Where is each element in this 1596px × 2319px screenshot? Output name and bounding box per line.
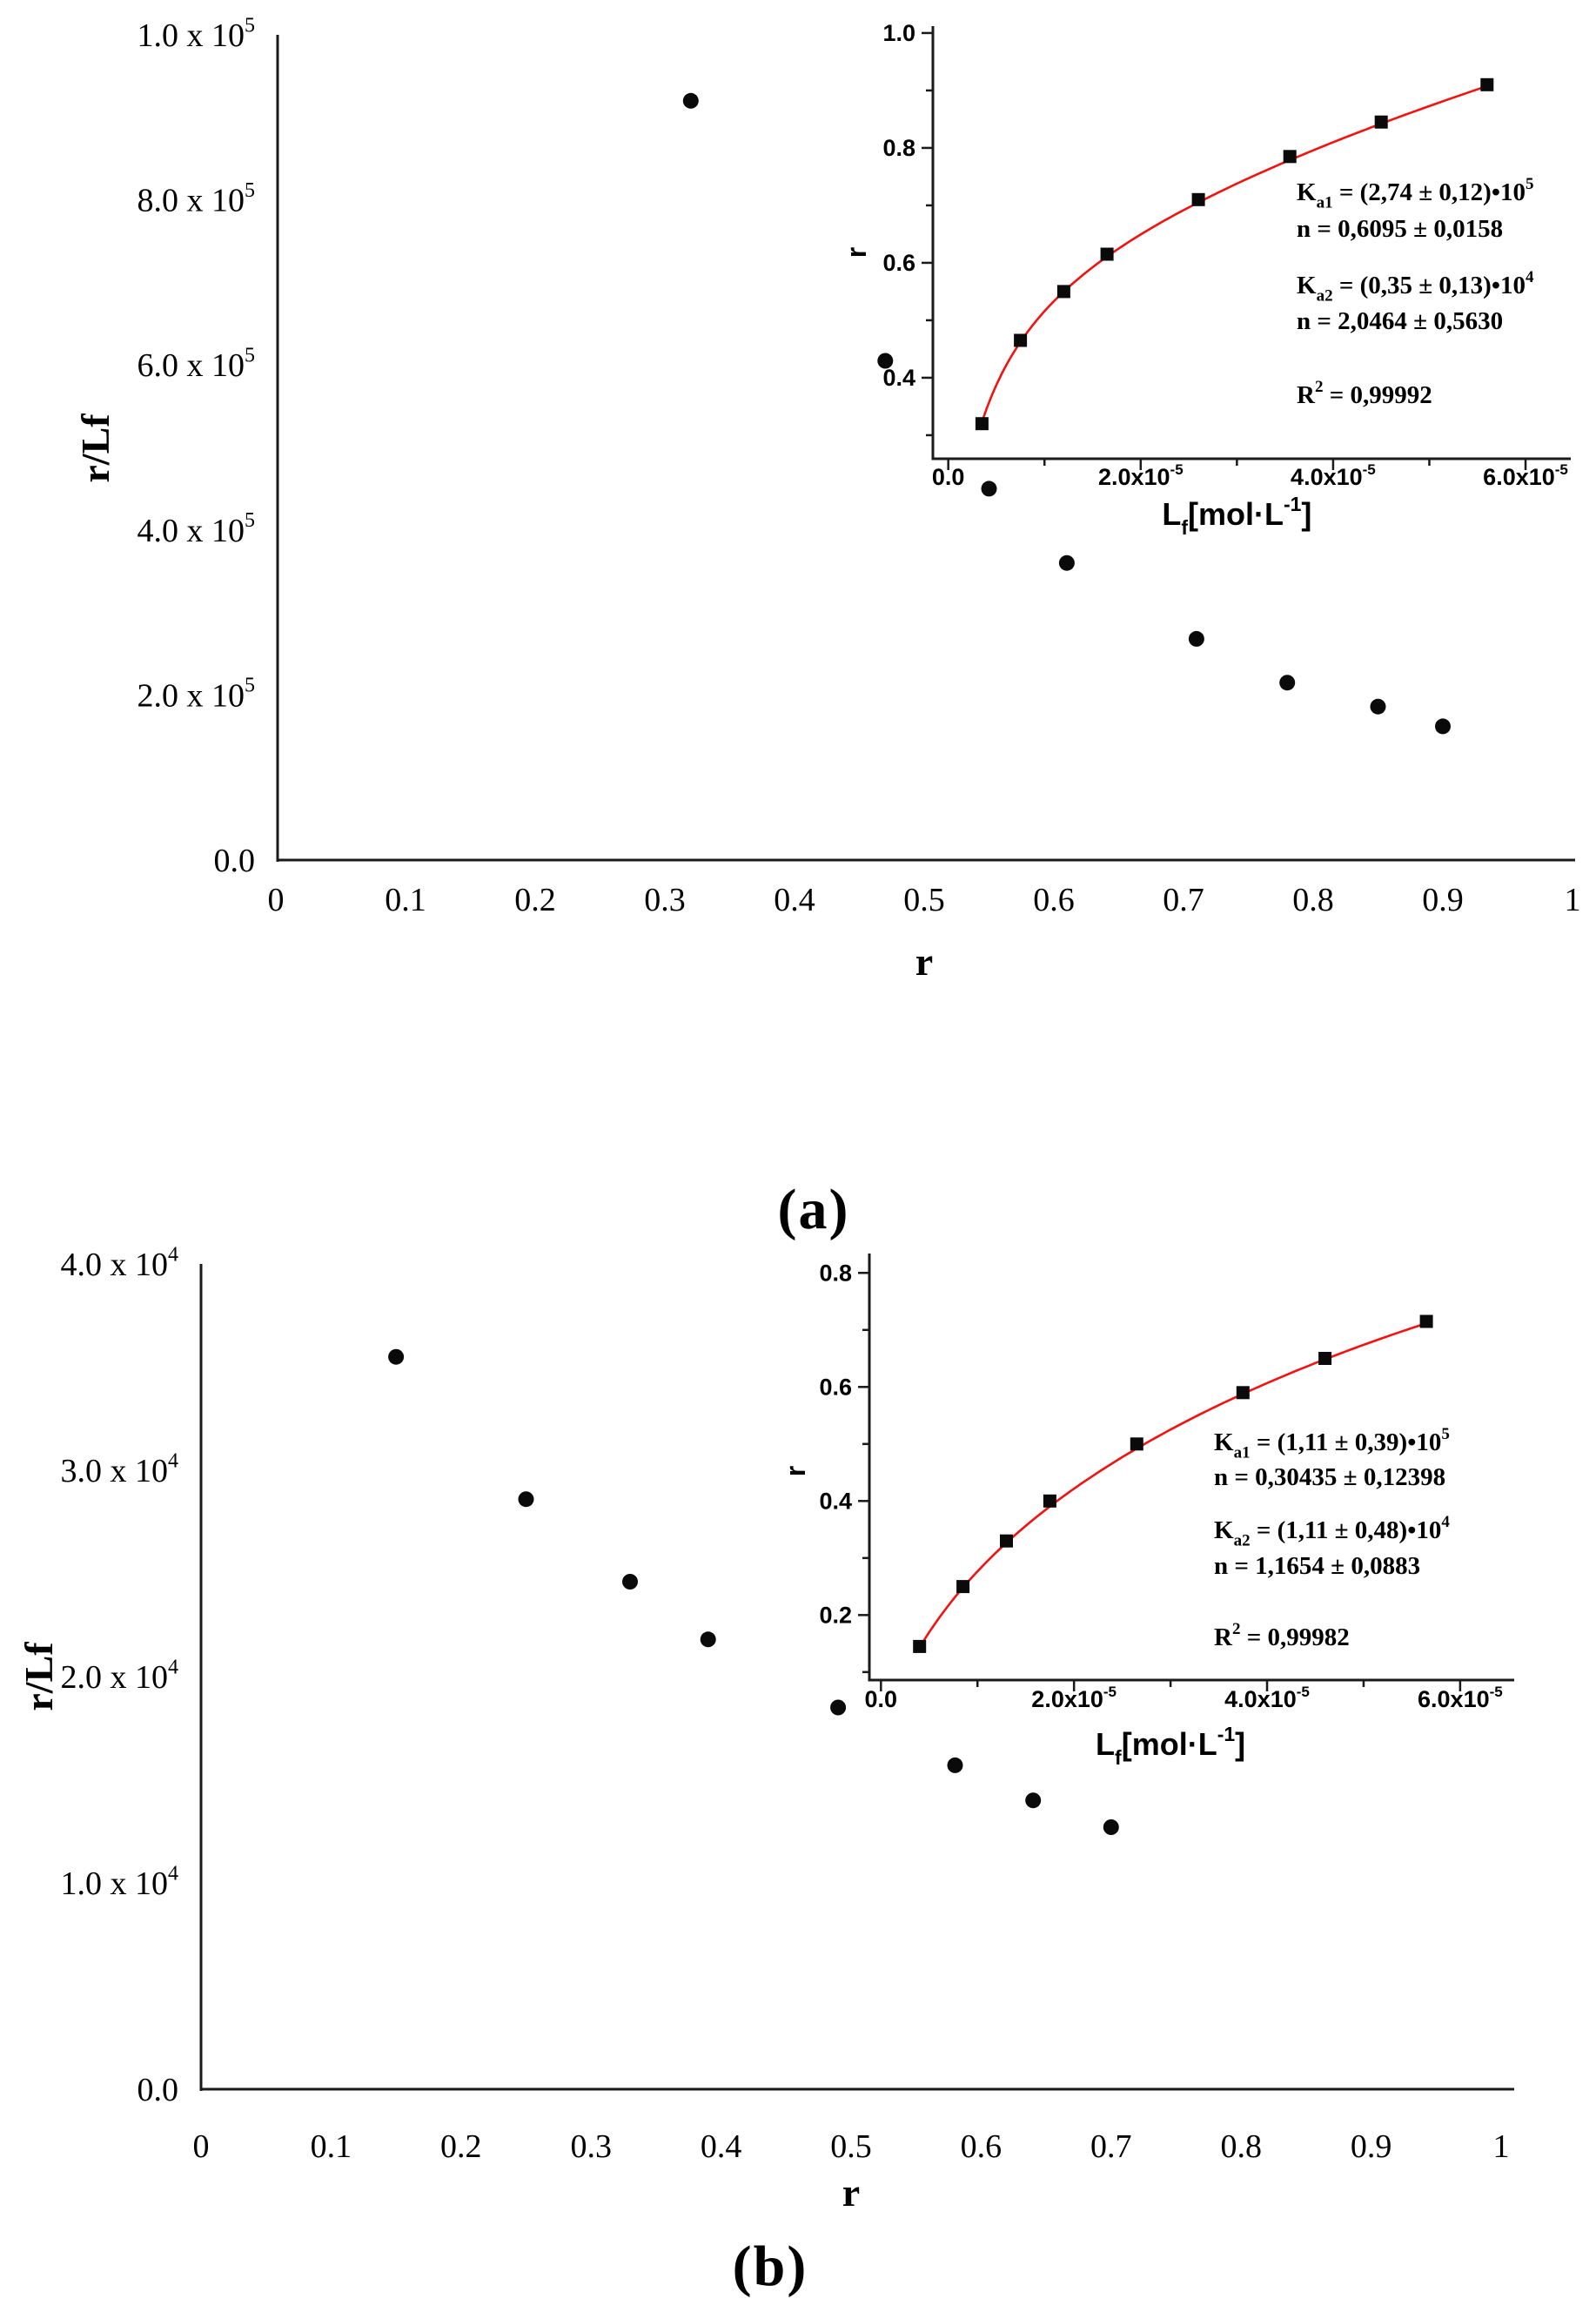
panel-b-x-tick-label-8: 0.8 — [1220, 2128, 1262, 2165]
panel-a-inset-x-tick-label-2: $4.0x10^{-5}$ — [1291, 461, 1376, 490]
panel-a-inset-annotation-0: $K_{a1} = (2,74$ ± $0,12)•10^5$ — [1297, 175, 1534, 212]
panel-b-x-tick-label-5: 0.5 — [830, 2128, 872, 2165]
panel-a-inset-data-square-0 — [976, 417, 989, 430]
panel-b-y-tick-label-4: 0.0 — [137, 2072, 178, 2108]
panel-b-inset-x-tick-label-3: $6.0x10^{-5}$ — [1418, 1684, 1503, 1712]
panel-a-x-tick-label-10: 1 — [1564, 882, 1581, 918]
panel-a-inset-y-tick-label-2: 0.6 — [882, 249, 915, 276]
panel-a-x-tick-label-4: 0.4 — [774, 882, 815, 918]
panel-a-x-tick-label-6: 0.6 — [1033, 882, 1075, 918]
panel-a-inset-y-tick-label-0: 1.0 — [882, 19, 915, 46]
panel-a-inset-data-square-5 — [1284, 150, 1297, 163]
panel-b-data-point-1 — [519, 1491, 534, 1507]
panel-a-y-tick-label-2: 6.0 x $10^5$ — [137, 344, 255, 385]
panel-b-x-tick-label-7: 0.7 — [1090, 2128, 1132, 2165]
panel-b-inset-data-square-7 — [1420, 1315, 1433, 1328]
panel-a-inset-data-square-6 — [1375, 116, 1388, 129]
panel-b-inset-data-square-5 — [1237, 1386, 1250, 1399]
panel-b-inset-y-tick-label-1: 0.6 — [819, 1374, 852, 1401]
panel-b-x-tick-label-9: 0.9 — [1350, 2128, 1392, 2165]
panel-a-data-point-5 — [1279, 675, 1295, 690]
panel-b-y-axis-title: r/Lf — [17, 1642, 61, 1711]
panel-b-inset-data-square-4 — [1130, 1437, 1143, 1450]
panel-a-inset-annotation-2: $K_{a2} = (0,35$ ± $0,13)•10^4$ — [1297, 268, 1534, 306]
panel-b-x-tick-label-2: 0.2 — [440, 2128, 482, 2165]
panel-b-inset-y-axis-title: r — [780, 1465, 811, 1477]
panel-b-inset-y-tick-label-2: 0.4 — [819, 1488, 852, 1515]
panel-b-x-tick-label-4: 0.4 — [700, 2128, 742, 2165]
panel-a-inset-data-square-2 — [1057, 285, 1070, 298]
panel-b-data-point-3 — [701, 1631, 716, 1647]
panel-a-inset-fit-curve — [982, 86, 1486, 422]
panel-b-y-tick-label-0: 4.0 x $10^4$ — [60, 1243, 178, 1283]
panel-b-inset-y-tick-label-3: 0.2 — [819, 1602, 852, 1629]
panel-b-inset-x-axis-title: $L_f[mol\cdot L^{-1}]$ — [1096, 1723, 1246, 1769]
panel-a-inset-y-tick-label-3: 0.4 — [882, 364, 915, 391]
panel-b-inset-x-tick-label-2: $4.0x10^{-5}$ — [1224, 1684, 1310, 1712]
panel-b-x-tick-label-10: 1 — [1492, 2128, 1510, 2165]
panel-b-inset-data-square-2 — [1000, 1535, 1013, 1548]
panel-b-data-point-0 — [388, 1349, 404, 1365]
panel-a-inset-data-square-3 — [1101, 248, 1114, 261]
panel-a-x-tick-label-2: 0.2 — [514, 882, 556, 918]
panel-b-data-point-7 — [1103, 1819, 1119, 1835]
panel-a-data-point-2 — [982, 481, 997, 496]
panel-a-caption: (a) — [777, 1178, 850, 1241]
panel-b-x-tick-label-0: 0 — [192, 2128, 210, 2165]
panel-b-caption: (b) — [732, 2235, 808, 2298]
panel-b-data-point-4 — [830, 1700, 846, 1716]
panel-a-x-tick-label-5: 0.5 — [903, 882, 945, 918]
panel-a-data-point-0 — [683, 93, 699, 109]
panel-b-inset-data-square-1 — [956, 1580, 969, 1593]
panel-a-inset-data-square-1 — [1014, 334, 1027, 347]
panel-a-x-tick-label-9: 0.9 — [1422, 882, 1464, 918]
panel-b-inset-data-square-6 — [1318, 1352, 1331, 1365]
panel-a-data-point-6 — [1371, 699, 1386, 715]
panel-a-inset-x-tick-label-0: 0.0 — [931, 464, 965, 490]
panel-a-x-axis-title: r — [915, 939, 934, 984]
panel-b-inset-annotation-2: $K_{a2} = (1,11$ ± $0,48)•10^4$ — [1214, 1513, 1450, 1550]
panel-a-inset-annotation-3: n = 2,0464 ± 0,5630 — [1297, 307, 1504, 335]
panel-b-data-point-2 — [622, 1574, 638, 1590]
panel-a-inset-y-axis-title: r — [841, 246, 872, 259]
panel-b-y-tick-label-1: 3.0 x $10^4$ — [60, 1449, 178, 1489]
panel-a-y-tick-label-0: 1.0 x $10^5$ — [137, 14, 255, 54]
panel-b-data-point-6 — [1025, 1792, 1041, 1808]
panel-b-x-tick-label-1: 0.1 — [310, 2128, 352, 2165]
panel-b-inset-annotation-1: n = 0,30435 ± 0,12398 — [1214, 1463, 1446, 1491]
panel-b-x-tick-label-6: 0.6 — [960, 2128, 1003, 2165]
panel-b-inset-x-tick-label-1: $2.0x10^{-5}$ — [1031, 1684, 1117, 1712]
panel-a-x-tick-label-1: 0.1 — [385, 882, 426, 918]
panel-a-y-tick-label-5: 0.0 — [213, 843, 255, 879]
panel-b-inset-y-tick-label-0: 0.8 — [819, 1260, 852, 1287]
panel-b-y-tick-label-2: 2.0 x $10^4$ — [60, 1656, 178, 1696]
panel-a-inset-y-tick-label-1: 0.8 — [882, 134, 915, 161]
panel-a-y-axis-title: r/Lf — [73, 413, 117, 483]
panel-b-inset-annotation-3: n = 1,1654 ± 0,0883 — [1214, 1552, 1421, 1580]
panel-a-x-tick-label-3: 0.3 — [644, 882, 686, 918]
panel-b-x-tick-label-3: 0.3 — [570, 2128, 612, 2165]
panel-a-data-point-3 — [1059, 555, 1075, 571]
panel-b-inset-x-tick-label-0: 0.0 — [864, 1686, 898, 1712]
panel-b-inset-data-square-3 — [1043, 1495, 1056, 1508]
panel-a-inset-x-tick-label-3: $6.0x10^{-5}$ — [1483, 461, 1568, 490]
panel-a-x-tick-label-7: 0.7 — [1163, 882, 1204, 918]
panel-a-x-tick-label-0: 0 — [267, 882, 285, 918]
panel-a-y-tick-label-1: 8.0 x $10^5$ — [137, 178, 255, 219]
panel-b-inset-annotation-0: $K_{a1} = (1,11$ ± $0,39)•10^5$ — [1214, 1425, 1450, 1462]
panel-b-y-tick-label-3: 1.0 x $10^4$ — [60, 1862, 178, 1902]
panel-a-y-tick-label-4: 2.0 x $10^5$ — [137, 674, 255, 715]
panel-b-data-point-5 — [948, 1758, 963, 1773]
panel-a-y-tick-label-3: 4.0 x $10^5$ — [137, 509, 255, 549]
panel-a-x-tick-label-8: 0.8 — [1292, 882, 1334, 918]
panel-a-data-point-7 — [1435, 718, 1451, 734]
panel-a-inset-x-tick-label-1: $2.0x10^{-5}$ — [1097, 461, 1184, 490]
panel-a-inset-data-square-7 — [1480, 78, 1493, 91]
panel-a-inset-annotation-4: $R^2 = 0,99992$ — [1297, 378, 1432, 409]
panel-a-inset-annotation-1: n = 0,6095 ± 0,0158 — [1297, 215, 1504, 243]
panel-a-inset-x-axis-title: $L_f[mol\cdot L^{-1}]$ — [1162, 493, 1312, 539]
panel-b-inset-data-square-0 — [913, 1640, 926, 1653]
panel-a-inset-data-square-4 — [1192, 193, 1205, 206]
panel-a-data-point-4 — [1189, 631, 1204, 647]
panel-b-inset-annotation-4: $R^2 = 0,99982$ — [1214, 1620, 1350, 1651]
panel-b-x-axis-title: r — [842, 2170, 861, 2215]
